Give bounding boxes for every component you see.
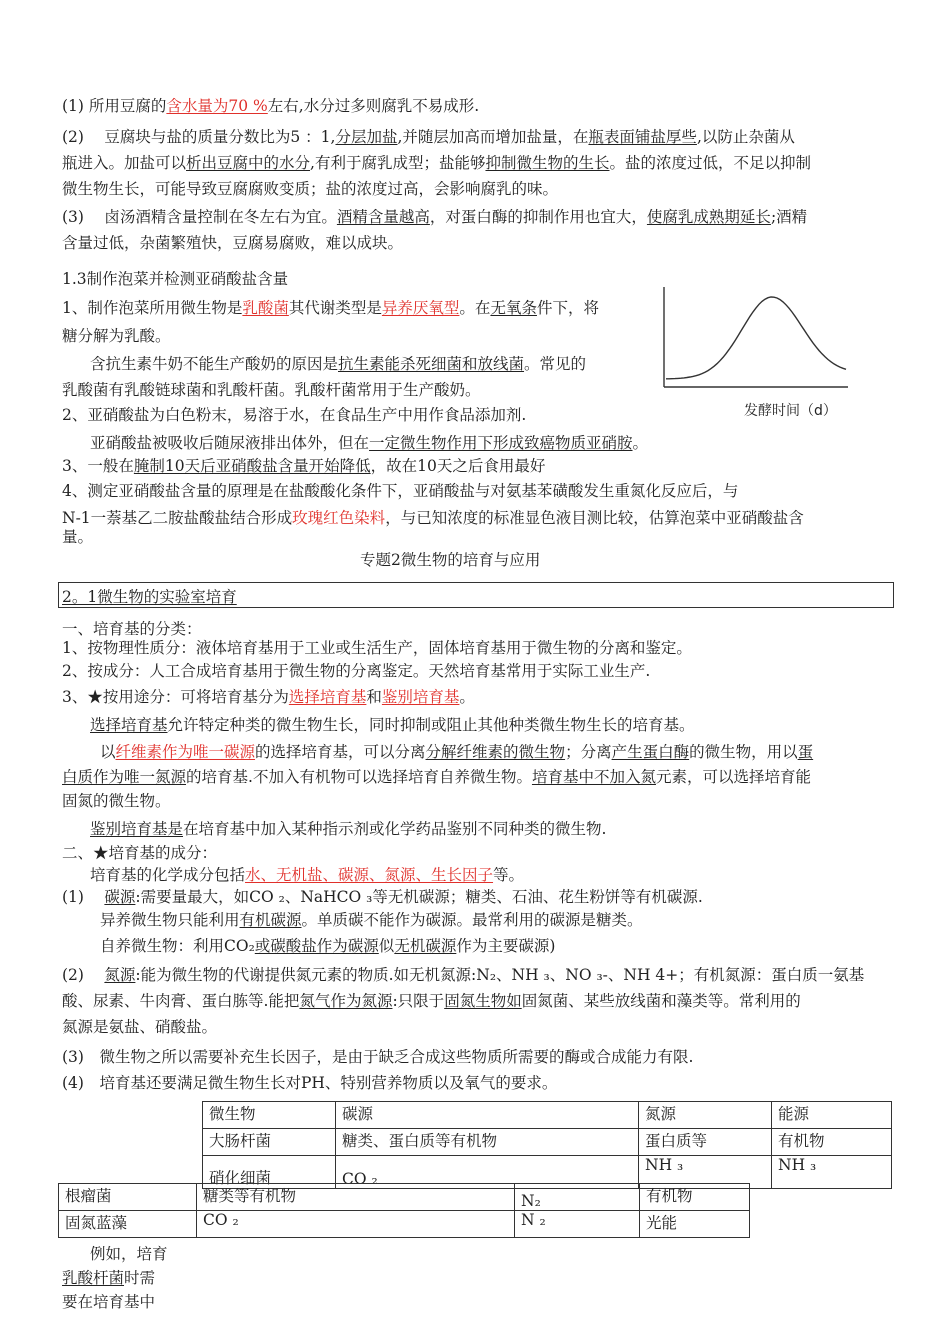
- para-measure-3: 量。: [62, 528, 94, 546]
- para-medium-use: 3、★按用途分：可将培育基分为选择培育基和鉴别培育基。: [62, 688, 475, 706]
- para-antibiotic-1: 含抗生素牛奶不能生产酸奶的原因是抗生素能杀死细菌和放线菌。常见的: [90, 355, 587, 373]
- para-lactic-1: 1、制作泡菜所用微生物是乳酸菌其代谢类型是异养厌氧型。在无氧条件下，将: [62, 299, 599, 317]
- para-cellulose-2: 白质作为唯一氮源的培育基.不加入有机物可以选择培育自养微生物。培育基中不加入氮元素，可以选择培育能: [62, 768, 811, 786]
- para-salt-1: (2) 豆腐块与盐的质量分数比为5 ：1,分层加盐,并随层加高而增加盐量，在瓶表面铺盐厚些,以防止杂菌从: [62, 128, 795, 146]
- table-row: 固氮蓝藻 CO ₂ N ₂ 光能: [59, 1211, 750, 1238]
- para-nitrogen-3: 氮源是氨盐、硝酸盐。: [62, 1018, 218, 1036]
- nutrient-table-bottom: [58, 1183, 750, 1238]
- section-2-1-title: 2。1微生物的实验室培育: [62, 588, 237, 606]
- para-lactic-2: 糖分解为乳酸。: [62, 327, 171, 345]
- chart-x-label: 发酵时间（d）: [744, 403, 837, 419]
- para-nitrogen-2: 酸、尿素、牛肉膏、蛋白胨等.能把氮气作为氮源:只限于固氮生物如固氮菌、某些放线菌和藻类等。常利用的: [62, 992, 801, 1010]
- table-header: 微生物 碳源 氮源 能源: [203, 1102, 892, 1129]
- para-requirements: (4) 培育基还要满足微生物生长对PH、特别营养物质以及氧气的要求。: [62, 1074, 558, 1092]
- para-alcohol-1: (3) 卤汤酒精含量控制在冬左右为宜。酒精含量越高，对蛋白酶的抑制作用也宜大，使腐乳成熟期延长;酒精: [62, 208, 808, 226]
- para-medium-class: 一、培育基的分类：: [62, 620, 202, 638]
- para-differential: 鉴别培育基是在培育基中加入某种指示剂或化学药品鉴别不同种类的微生物.: [90, 820, 607, 838]
- para-nitrogen-1: (2) 氮源:能为微生物的代谢提供氮元素的物质.如无机氮源:N₂、NH ₃、NO ₃-、NH 4+；有机氮源：蛋白质一氨基: [62, 966, 865, 984]
- table-row: 大肠杆菌 糖类、蛋白质等有机物 蛋白质等 有机物: [203, 1129, 892, 1156]
- para-example-3: 要在培育基中: [62, 1293, 156, 1311]
- para-components: 培育基的化学成分包括水、无机盐、碳源、氮源、生长因子等。: [90, 866, 525, 884]
- para-antibiotic-2: 乳酸菌有乳酸链球菌和乳酸杆菌。乳酸杆菌常用于生产酸奶。: [62, 381, 481, 399]
- para-tofu-water: (1) 所用豆腐的含水量为70 %左右,水分过多则腐乳不易成形.: [62, 97, 480, 115]
- para-carbon-1: (1) 碳源:需要量最大，如CO ₂、NaHCO ₃等无机碳源；糖类、石油、花生粉饼等有机碳源.: [62, 888, 703, 906]
- table-row: 硝化细菌 CO ₂ NH ₃ NH ₃: [203, 1156, 892, 1189]
- para-measure-2: N-1一萘基乙二胺盐酸盐结合形成玫瑰红色染料，与已知浓度的标准显色液目测比较，估算泡菜中亚硝酸盐含: [62, 509, 804, 527]
- para-growth-factor: (3) 微生物之所以需要补充生长因子，是由于缺乏合成这些物质所需要的酶或合成能力有限.: [62, 1048, 694, 1066]
- section-1-3-title: 1.3制作泡菜并检测亚硝酸盐含量: [62, 270, 289, 288]
- para-medium-physical: 1、按物理性质分：液体培育基用于工业或生活生产，固体培育基用于微生物的分离和鉴定。: [62, 639, 692, 657]
- para-selective: 选择培育基允许特定种类的微生物生长，同时抑制或阻止其他种类微生物生长的培育基。: [90, 716, 695, 734]
- para-example-1: 例如，培育: [90, 1245, 168, 1263]
- table-row: 根瘤菌 糖类等有机物 N₂ 有机物: [59, 1184, 750, 1211]
- para-salt-2: 瓶进入。加盐可以析出豆腐中的水分,有利于腐乳成型；盐能够抑制微生物的生长。盐的浓度过低，不足以抑制: [62, 154, 811, 172]
- topic-title: 专题2微生物的培育与应用: [360, 551, 541, 569]
- para-components-title: 二、★培育基的成分：: [62, 844, 218, 862]
- section-2-1-box: [58, 582, 894, 608]
- para-carbon-2: 异养微生物只能利用有机碳源。单质碳不能作为碳源。最常利用的碳源是糖类。: [100, 911, 643, 929]
- para-nitrite-1: 2、亚硝酸盐为白色粉末，易溶于水，在食品生产中用作食品添加剂.: [62, 406, 527, 424]
- para-carbon-3: 自养微生物：利用CO₂或碳酸盐作为碳源似无机碳源作为主要碳源): [100, 937, 556, 955]
- para-medium-component: 2、按成分：人工合成培育基用于微生物的分离鉴定。天然培育基常用于实际工业生产.: [62, 662, 651, 680]
- para-alcohol-2: 含量过低，杂菌繁殖快，豆腐易腐败，难以成块。: [62, 234, 404, 252]
- nutrient-table-top: [202, 1101, 892, 1189]
- para-cellulose-1: 以纤维素作为唯一碳源的选择培育基，可以分离分解纤维素的微生物；分离产生蛋白酶的微生物，用以蛋: [100, 743, 814, 761]
- para-measure-1: 4、测定亚硝酸盐含量的原理是在盐酸酸化条件下，亚硝酸盐与对氨基苯磺酸发生重氮化反应后，与: [62, 482, 739, 500]
- nitrite-curve: [666, 297, 846, 379]
- fermentation-chart: [660, 285, 850, 425]
- para-nitrite-3: 3、一般在腌制10天后亚硝酸盐含量开始降低，故在10天之后食用最好: [62, 457, 546, 475]
- para-example-2: 乳酸杆菌时需: [62, 1269, 156, 1287]
- para-salt-3: 微生物生长，可能导致豆腐腐败变质；盐的浓度过高，会影响腐乳的味。: [62, 180, 559, 198]
- para-cellulose-3: 固氮的微生物。: [62, 792, 171, 810]
- para-nitrite-2: 亚硝酸盐被吸收后随尿液排出体外，但在一定微生物作用下形成致癌物质亚硝胺。: [90, 434, 649, 452]
